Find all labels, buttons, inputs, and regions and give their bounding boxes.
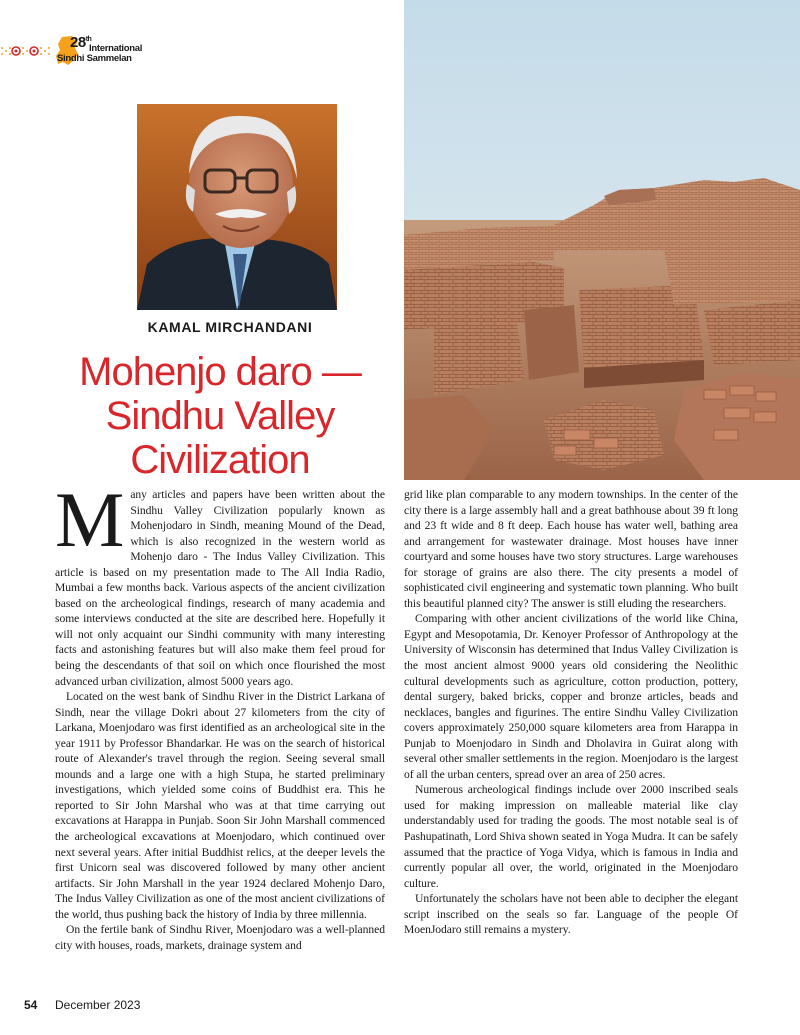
logo-line-2: Sindhi Sammelan	[57, 53, 132, 64]
decorative-dots-icon	[0, 44, 56, 58]
paragraph-intro: Many articles and papers have been written about the Sindhu Valley Civilization popularly known as Mohenjodaro in Sindh, meaning Mound of the Dead, which is also recognized in the western world as Mohenjo daro - The Indus Valley Civilization. This article is based on my presentation made to The All India Radio, Mumbai a few months back. Various aspects of the ancient civilization based on the archeological findings, research of many academia and some interviews conducted at the site are described here. Hopefully it will not only acquaint our Sindhi community with many interesting facts and astonishing features but will also make them feel proud for being the descendants of that soil on which once flourished the most advanced urban civilization, almost 5000 years ago.	[55, 476, 385, 688]
paragraph: Unfortunately the scholars have not been able to decipher the elegant script inscribed on the seals so far. Language of the people Of MoenJodaro still remains a mystery.	[404, 892, 738, 937]
paragraph: Comparing with other ancient civilizations of the world like China, Egypt and Mesopotamia, Dr. Kenoyer Professor of Anthropology at the University of Wisconsin has determined that Indus Valley Civilization is the most ancient almost 9000 years old considering the Neolithic cultural developments such as agriculture, cotton production, pottery, dental surgery, baked bricks, copper and bronze articles, beads and necklaces, bangles and figurines. The entire Sindhu Valley Civilization covers approximately 250,000 square kilometers area from Harappa in Punjab to Moenjodaro in Sindh and Dholavira in Guirat along with several other smaller settlements in the region. Moenjodaro is the largest of all the urban centers, spread over an area of 250 acres.	[404, 612, 738, 781]
logo-number: 28th	[70, 34, 92, 51]
paragraph-continued: grid like plan comparable to any modern townships. In the center of the city there is a large assembly hall and a great bathhouse about 39 ft long and 23 ft wide and 8 ft deep. Each house has water well, bathing area and arrangement for wastewater drainage. Most houses have inner courtyard and some houses have two story structures. Large warehouses for storage of grains are also there. The city presents a model of sophisticated civil engineering and systematic town planning. Who built this beautiful planned city? The answer is still eluding the researchers.	[404, 488, 738, 610]
title-line: Civilization	[130, 438, 310, 482]
author-name: KAMAL MIRCHANDANI	[147, 319, 313, 335]
author-portrait	[137, 104, 337, 310]
issue-date: December 2023	[55, 998, 141, 1012]
logo-line-1: International	[89, 43, 143, 54]
title-line: Mohenjo daro —	[79, 350, 361, 394]
mohenjo-daro-ruins-photo	[404, 0, 800, 480]
article-column-2	[404, 487, 738, 938]
paragraph: On the fertile bank of Sindhu River, Moenjodaro was a well-planned city with houses, roads, markets, drainage system and	[55, 923, 385, 952]
sammelan-logo	[0, 34, 180, 74]
article-column-1	[55, 476, 385, 953]
drop-cap: M	[55, 476, 125, 563]
title-line: Sindhu Valley	[105, 394, 335, 438]
page-number: 54	[24, 998, 38, 1012]
article-title	[40, 350, 400, 482]
paragraph: Numerous archeological findings include over 2000 inscribed seals used for making impression on malleable material like clay understandably used for trading the goods. The most notable seal is of Pashupatinath, Lord Shiva shown seated in Yoga Mudra. It can be safely assumed that the practice of Yoga Vidya, which is famous in India and currently popular all over, the world, originated in the Moenjodaro culture.	[404, 783, 738, 890]
paragraph: Located on the west bank of Sindhu River in the District Larkana of Sindh, near the village Dokri about 27 kilometers from the city of Larkana, Moenjodaro was first identified as an archeological site in the year 1911 by Professor Bhandarkar. He was on the search of historical route of Alexander's travel through the region. Seeing several small mounds and a large one with a high Stupa, he started preliminary investigations, which yielded some coins of Buddhist era. This he reported to Sir John Marshal who was at that time carrying out excavations at Harappa in Punjab. Soon Sir John Marshall commenced the archeological excavations at Moenjodaro, which continued over next several years. After initial Buddhist relics, at the deeper levels the first Unicorn seal was discovered followed by many other ancient artifacts. Sir John Marshall in the year 1924 declared Mohenjo Daro, The Indus Valley Civilization as one of the most ancient civilizations of the world, thus pushing back the history of India by three millennia.	[55, 690, 385, 921]
